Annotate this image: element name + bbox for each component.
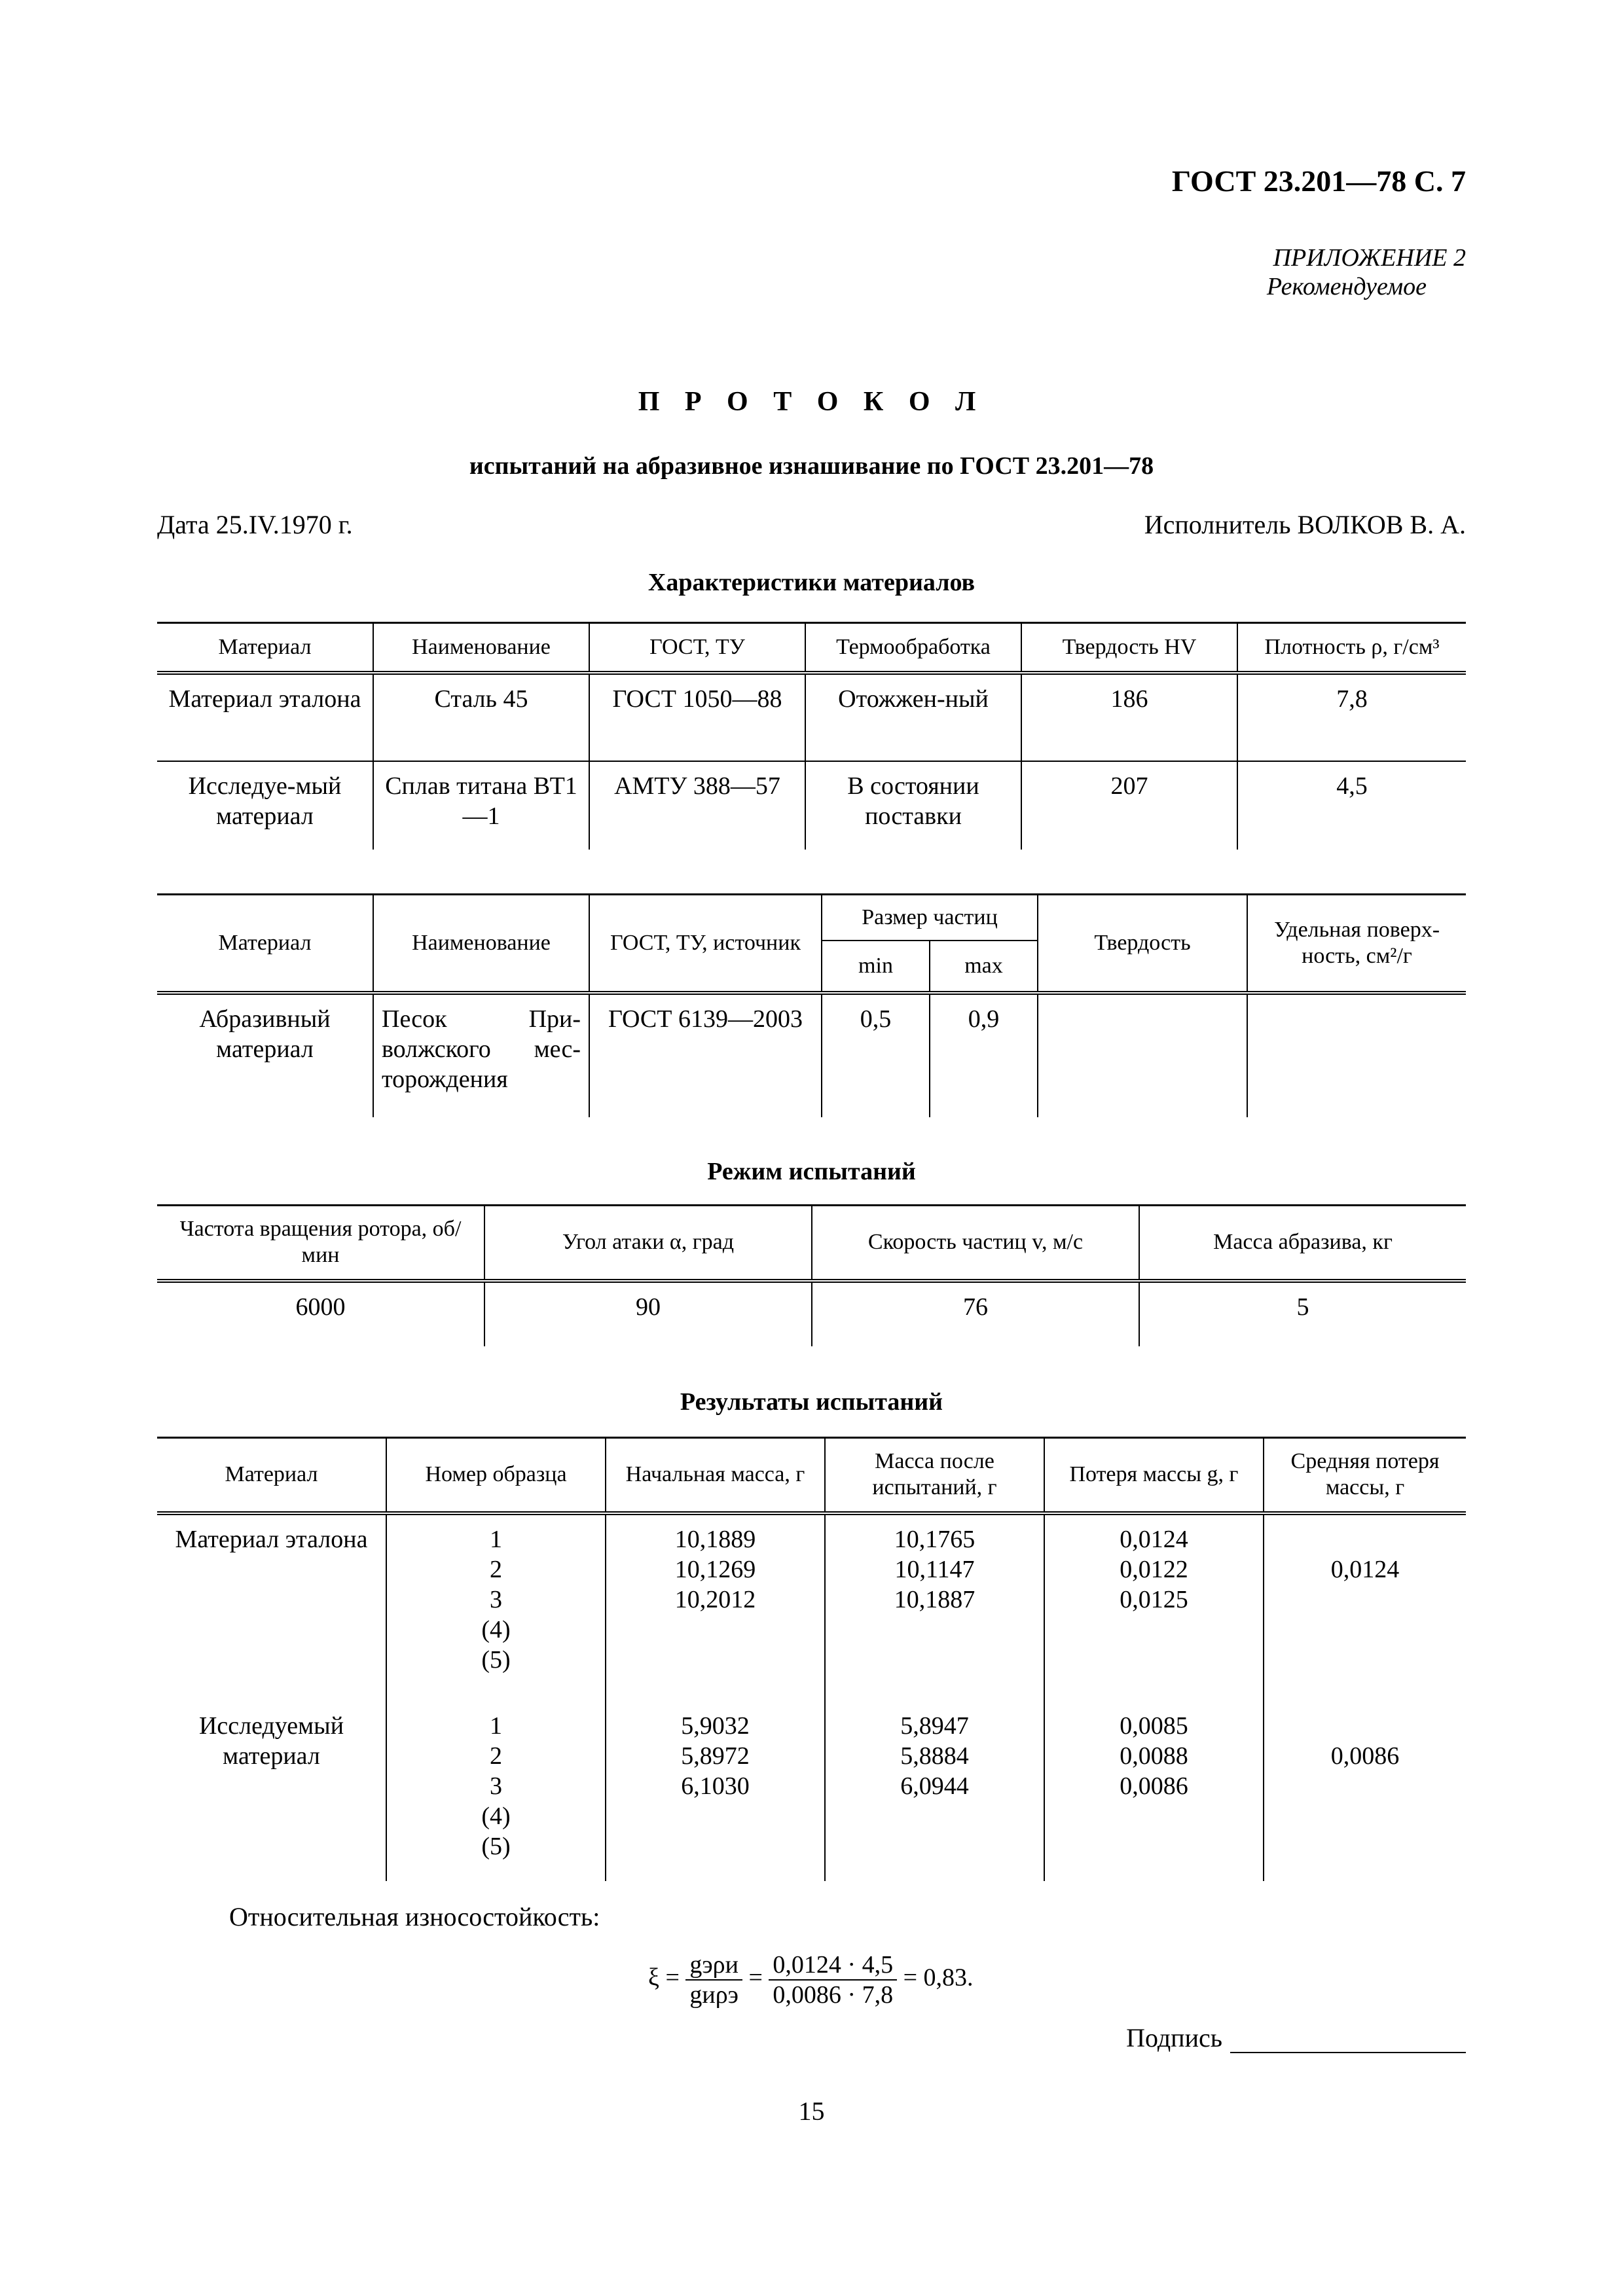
table-row bbox=[157, 993, 1466, 1117]
header-cell: Номер образца bbox=[386, 1438, 606, 1513]
table-row bbox=[157, 1691, 1466, 1881]
cell-after-mass bbox=[825, 1691, 1044, 1881]
abrasive-table bbox=[157, 893, 1466, 1117]
sample-number: (5) bbox=[481, 1832, 511, 1860]
formula-label: Относительная износостойкость: bbox=[229, 1902, 600, 1931]
value: 10,1147 bbox=[894, 1555, 975, 1583]
cell-initial-mass bbox=[606, 1513, 825, 1691]
value: 10,1765 bbox=[894, 1525, 976, 1553]
results-section-title: Результаты испытаний bbox=[680, 1388, 943, 1416]
cell-initial-mass bbox=[606, 1691, 825, 1881]
header-cell: Твердость bbox=[1038, 895, 1247, 993]
cell-hardness bbox=[1038, 993, 1247, 1117]
header-cell: Потеря массы g, г bbox=[1044, 1438, 1264, 1513]
cell-average-loss bbox=[1264, 1691, 1466, 1881]
page-number: 15 bbox=[798, 2096, 825, 2126]
cell-mass-loss bbox=[1044, 1513, 1264, 1691]
protocol-executor: Исполнитель ВОЛКОВ В. А. bbox=[1144, 510, 1466, 539]
value: 5,8972 bbox=[681, 1742, 750, 1770]
sample-number: (4) bbox=[481, 1615, 511, 1643]
value: 0,0125 bbox=[1120, 1585, 1188, 1613]
recommended-label: Рекомендуемое bbox=[1266, 273, 1427, 300]
cell-treatment: Отожжен-ный bbox=[805, 673, 1021, 761]
sample-number: (4) bbox=[481, 1802, 511, 1830]
cell-hardness: 207 bbox=[1021, 761, 1237, 850]
value: 0,0124 bbox=[1330, 1555, 1400, 1583]
table-row bbox=[157, 761, 1466, 850]
mode-section-title: Режим испытаний bbox=[707, 1158, 916, 1185]
value: 0,0086 bbox=[1120, 1772, 1188, 1800]
cell-name: Песок При-волжского мес-торождения bbox=[373, 993, 589, 1117]
cell-material: Материал эталона bbox=[175, 1525, 368, 1553]
signature-line[interactable] bbox=[1230, 2028, 1466, 2053]
header-cell: Термообработка bbox=[805, 623, 1021, 673]
value: 6,0944 bbox=[900, 1772, 969, 1800]
header-cell: Масса после испытаний, г bbox=[825, 1438, 1044, 1513]
formula-result: = 0,83. bbox=[903, 1964, 974, 1992]
protocol-title: П Р О Т О К О Л bbox=[638, 387, 985, 417]
value: 5,8884 bbox=[900, 1742, 969, 1770]
sample-number: 2 bbox=[490, 1742, 502, 1770]
formula-fraction-numeric bbox=[769, 1950, 897, 2009]
appendix-label: ПРИЛОЖЕНИЕ 2 bbox=[1273, 244, 1466, 272]
wear-resistance-formula bbox=[648, 1950, 974, 2009]
cell-samples bbox=[386, 1513, 606, 1691]
formula-denominator: 0,0086 · 7,8 bbox=[773, 1981, 894, 2009]
materials-section-title: Характеристики материалов bbox=[647, 569, 976, 596]
cell-surface bbox=[1247, 993, 1466, 1117]
signature-label: Подпись bbox=[1126, 2023, 1222, 2053]
header-cell: Наименование bbox=[373, 623, 589, 673]
header-cell: Плотность ρ, г/см³ bbox=[1237, 623, 1466, 673]
sample-number: (5) bbox=[481, 1645, 511, 1674]
cell-density: 7,8 bbox=[1237, 673, 1466, 761]
cell-average-loss bbox=[1264, 1513, 1466, 1691]
header-cell: Твердость HV bbox=[1021, 623, 1237, 673]
cell-treatment: В состоянии поставки bbox=[805, 761, 1021, 850]
cell-rotor-speed: 6000 bbox=[295, 1293, 346, 1321]
sample-number: 1 bbox=[490, 1712, 502, 1740]
cell-name: Сталь 45 bbox=[373, 673, 589, 761]
value: 0,0088 bbox=[1120, 1742, 1188, 1770]
value: 10,1269 bbox=[674, 1555, 756, 1583]
value: 5,9032 bbox=[681, 1712, 750, 1740]
header-cell: Начальная масса, г bbox=[606, 1438, 825, 1513]
sample-number: 2 bbox=[490, 1555, 502, 1583]
header-cell: Масса абразива, кг bbox=[1139, 1206, 1466, 1281]
cell-after-mass bbox=[825, 1513, 1044, 1691]
table-row bbox=[157, 1513, 1466, 1691]
formula-denominator: gиρэ bbox=[689, 1981, 739, 2009]
formula-equals: = bbox=[748, 1964, 763, 1992]
cell-attack-angle: 90 bbox=[484, 1281, 812, 1346]
header-cell: Материал bbox=[157, 895, 373, 993]
cell-gost: АМТУ 388—57 bbox=[589, 761, 805, 850]
value: 10,1887 bbox=[894, 1585, 976, 1613]
value: 0,0086 bbox=[1330, 1742, 1400, 1770]
value: 0,0124 bbox=[1120, 1525, 1188, 1553]
formula-numerator: gэρи bbox=[685, 1950, 742, 1981]
cell-name: Сплав титана ВТ1—1 bbox=[373, 761, 589, 850]
header-cell: max bbox=[930, 941, 1038, 993]
header-cell: Скорость частиц v, м/с bbox=[812, 1206, 1139, 1281]
value: 5,8947 bbox=[900, 1712, 969, 1740]
cell-gost: ГОСТ 6139—2003 bbox=[589, 993, 822, 1117]
header-cell: Частота вращения ротора, об/мин bbox=[157, 1206, 484, 1281]
header-cell: Материал bbox=[157, 1438, 386, 1513]
value: 0,0085 bbox=[1120, 1712, 1188, 1740]
gost-header: ГОСТ 23.201—78 С. 7 bbox=[1171, 164, 1466, 198]
cell-abrasive-mass: 5 bbox=[1139, 1281, 1466, 1346]
cell-gost: ГОСТ 1050—88 bbox=[589, 673, 805, 761]
header-cell: Средняя потеря массы, г bbox=[1264, 1438, 1466, 1513]
cell-mass-loss bbox=[1044, 1691, 1264, 1881]
signature-block bbox=[1126, 2022, 1466, 2053]
protocol-date: Дата 25.IV.1970 г. bbox=[157, 510, 353, 539]
header-cell: Удельная поверх-ность, см²/г bbox=[1247, 895, 1466, 993]
header-cell: Материал bbox=[157, 623, 373, 673]
table-row bbox=[157, 673, 1466, 761]
formula-numerator: 0,0124 · 4,5 bbox=[769, 1950, 897, 1981]
cell-material: Абразивный материал bbox=[199, 1005, 331, 1063]
value: 10,2012 bbox=[674, 1585, 756, 1613]
formula-fraction-symbolic bbox=[685, 1950, 742, 2009]
cell-particle-speed: 76 bbox=[812, 1281, 1139, 1346]
header-cell: min bbox=[822, 941, 930, 993]
value: 10,1889 bbox=[674, 1525, 756, 1553]
header-cell: Размер частиц bbox=[822, 895, 1038, 941]
header-cell: Угол атаки α, град bbox=[484, 1206, 812, 1281]
mode-table bbox=[157, 1204, 1466, 1346]
formula-xi: ξ = bbox=[648, 1964, 680, 1992]
materials-table bbox=[157, 622, 1466, 850]
value: 0,0122 bbox=[1120, 1555, 1188, 1583]
table-row bbox=[157, 1281, 1466, 1346]
sample-number: 3 bbox=[490, 1585, 502, 1613]
header-cell: ГОСТ, ТУ, источник bbox=[589, 895, 822, 993]
cell-max: 0,9 bbox=[930, 993, 1038, 1117]
header-cell: Наименование bbox=[373, 895, 589, 993]
cell-material: Исследуе-мый материал bbox=[188, 772, 342, 830]
cell-density: 4,5 bbox=[1237, 761, 1466, 850]
protocol-subtitle: испытаний на абразивное изнашивание по ГОСТ 23.201—78 bbox=[469, 452, 1154, 480]
results-table bbox=[157, 1437, 1466, 1881]
cell-material: Исследуемый материал bbox=[198, 1712, 344, 1770]
value: 6,1030 bbox=[681, 1772, 750, 1800]
cell-hardness: 186 bbox=[1021, 673, 1237, 761]
cell-min: 0,5 bbox=[822, 993, 930, 1117]
header-cell: ГОСТ, ТУ bbox=[589, 623, 805, 673]
sample-number: 1 bbox=[490, 1525, 502, 1553]
cell-material: Материал эталона bbox=[157, 673, 373, 761]
sample-number: 3 bbox=[490, 1772, 502, 1800]
cell-samples bbox=[386, 1691, 606, 1881]
